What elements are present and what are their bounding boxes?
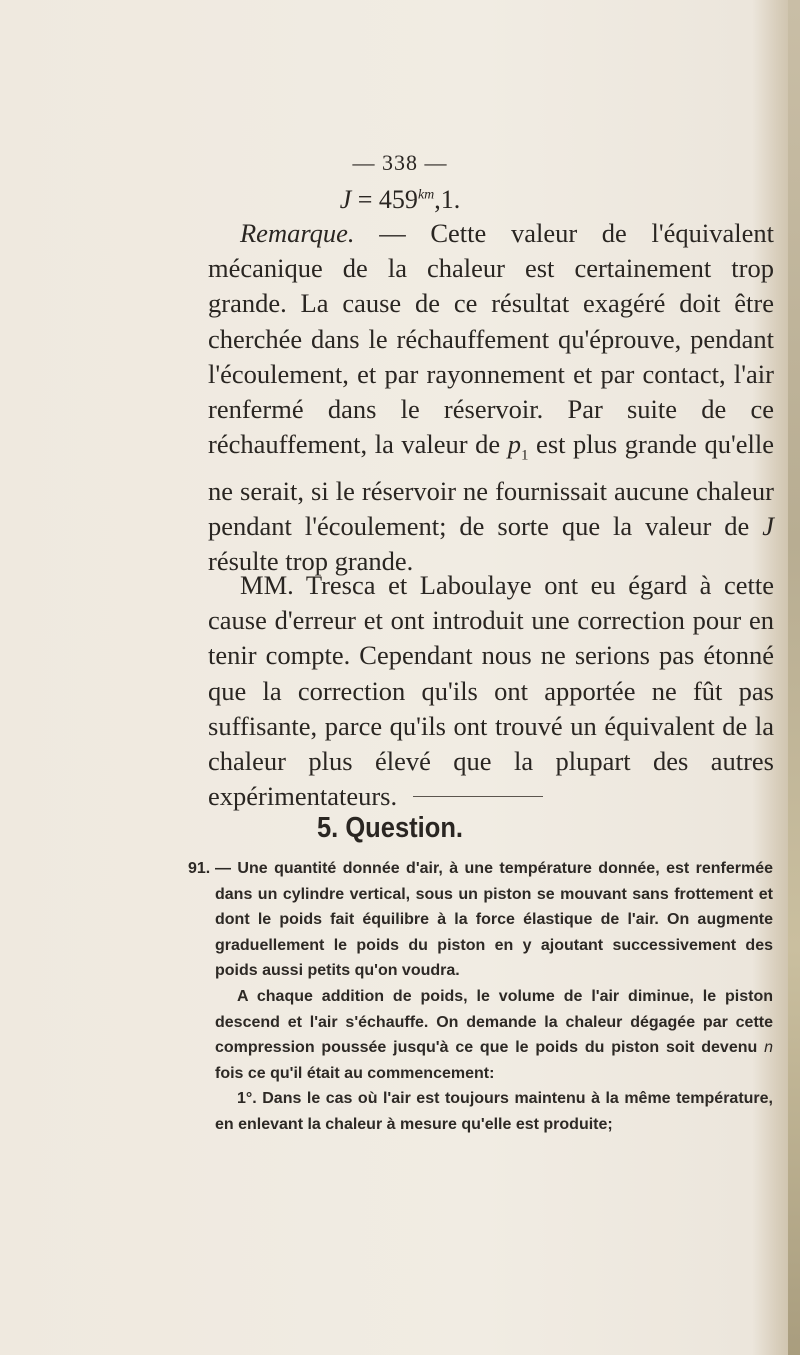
variable-n: n <box>764 1039 773 1057</box>
exercise-text-3: 1°. Dans le cas où l'air est toujours maintenu à la même température, en enlevant la chaleur à mesure qu'elle est produite; <box>215 1090 773 1133</box>
variable-p: p <box>507 429 521 460</box>
equation <box>0 185 800 215</box>
exercise-paragraph-2 <box>188 984 773 1086</box>
exercise-statement <box>188 856 773 984</box>
exercise-text-2a: A chaque addition de poids, le volume de l'air diminue, le piston descend et l'air s'échauffe. On demande la chaleur dégagée par cette compression poussée jusqu'à ce que le poids du piston soit devenu <box>215 987 773 1057</box>
variable-p-subscript: 1 <box>521 447 529 464</box>
exercise-text-2b: fois ce qu'il était au commencement: <box>215 1064 495 1082</box>
remark-text-2: est plus grande qu'elle ne serait, si le réservoir ne fournissait aucune chaleur pendant l'écoulement; de sorte que la valeur de <box>208 429 774 541</box>
correction-paragraph <box>208 568 774 814</box>
exercise-number: 91. <box>188 860 211 877</box>
exercise-paragraph-3 <box>188 1086 773 1137</box>
exercise-text-1: — Une quantité donnée d'air, à une température donnée, est renfermée dans un cylindre vertical, sous un piston se mouvant sans frottement et dont le poids fait équilibre à la force élastique de l'air. On augmente graduellement le poids du piston en y ajoutant successivement des poids aussi petits qu'on voudra. <box>215 860 773 980</box>
remark-text: — Cette valeur de l'équivalent mécanique de la chaleur est certainement trop grande. La cause de ce résultat exagéré doit être cherchée dans le réchauffement qu'éprouve, pendant l'écoulement, et par rayonnement et par contact, l'air renfermé dans le réservoir. Par suite de ce réchauffement, la valeur de <box>208 218 774 460</box>
equation-unit: km <box>417 187 435 203</box>
equation-value: = 459 <box>351 185 418 214</box>
remark-label: Remarque. <box>240 218 355 248</box>
variable-j: J <box>762 510 774 541</box>
correction-text: MM. Tresca et Laboulaye ont eu égard à cette cause d'erreur et ont introduit une correction pour en tenir compte. Cependant nous ne serions pas étonné que la correction qu'ils ont apportée ne fût pas suffisante, parce qu'ils ont trouvé un équivalent de la chaleur plus élevé que la plupart des autres expérimentateurs. <box>208 570 774 812</box>
exercise-91 <box>188 856 773 1138</box>
section-heading: 5. Question. <box>316 812 464 844</box>
section-divider <box>413 796 543 797</box>
remark-text-3: résulte trop grande. <box>208 546 414 577</box>
remark-paragraph <box>208 216 774 579</box>
page-number: — 338 — <box>352 150 448 175</box>
equation-variable: J <box>339 185 352 214</box>
equation-decimal: ,1. <box>434 185 461 214</box>
